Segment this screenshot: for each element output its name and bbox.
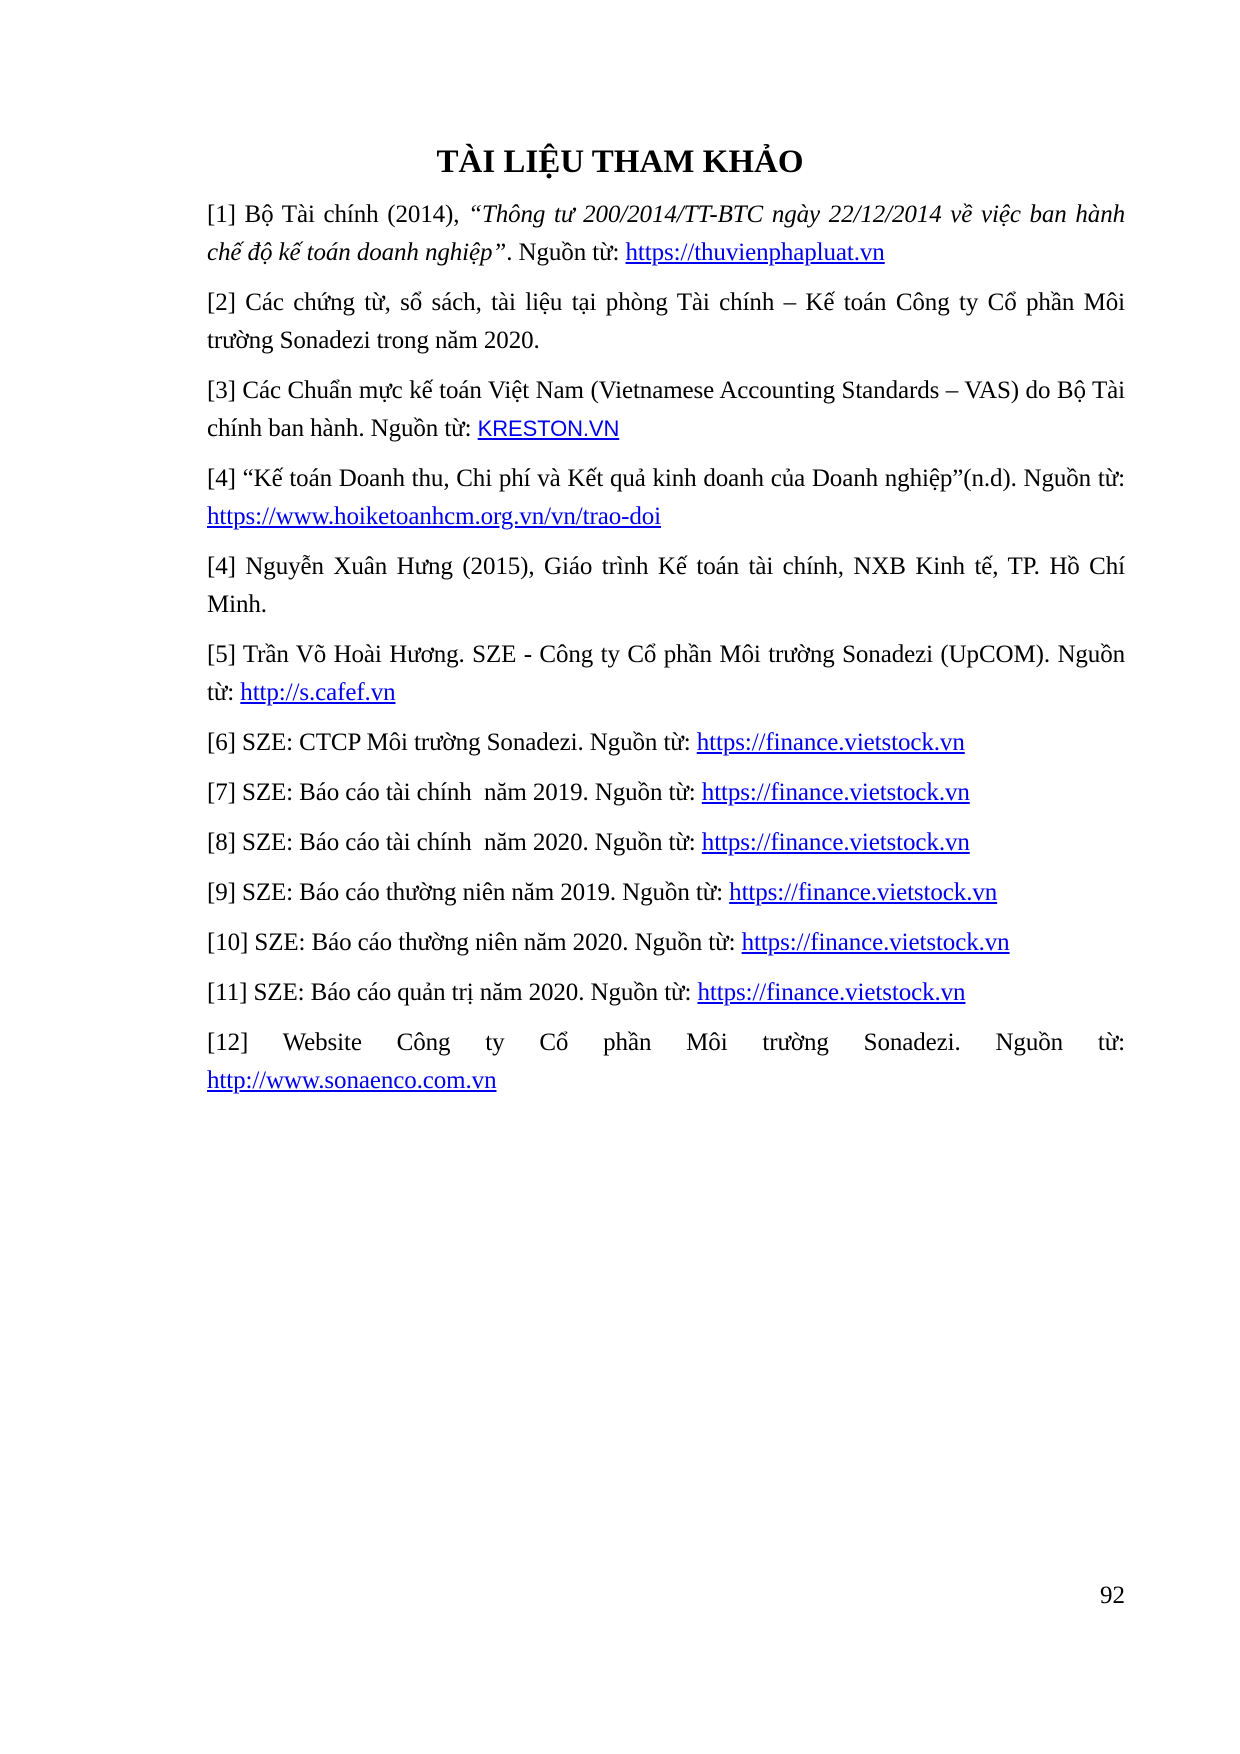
reference-item-10 — [207, 924, 1125, 962]
reference-item-8 — [207, 824, 1125, 862]
reference-number: [8] — [207, 829, 236, 856]
reference-number: [5] — [207, 641, 236, 668]
reference-item-9 — [207, 874, 1125, 912]
reference-text: SZE: Báo cáo thường niên năm 2020. Nguồn từ: — [248, 929, 742, 956]
reference-text: Bộ Tài chính (2014), — [235, 201, 469, 228]
reference-item-6 — [207, 724, 1125, 762]
page-title: TÀI LIỆU THAM KHẢO — [436, 144, 804, 180]
reference-number: [10] — [207, 929, 249, 956]
reference-link[interactable]: https://finance.vietstock.vn — [697, 979, 966, 1006]
reference-title-italic: “Thông tư 200/2014/TT-BTC ngày 22/12/2014 về việc ban hành chế độ kế toán doanh nghiệp” — [207, 201, 1126, 266]
reference-link[interactable]: https://finance.vietstock.vn — [741, 929, 1010, 956]
reference-list — [207, 196, 1125, 1112]
reference-item-11 — [207, 974, 1125, 1012]
reference-number: [3] — [207, 377, 236, 404]
reference-link[interactable]: https://finance.vietstock.vn — [701, 829, 970, 856]
reference-item-2 — [207, 284, 1125, 360]
reference-item-12 — [207, 1024, 1125, 1100]
reference-text: SZE: Báo cáo tài chính năm 2019. Nguồn từ: — [235, 779, 702, 806]
reference-link[interactable]: https://thuvienphapluat.vn — [625, 239, 885, 266]
reference-text: Các chứng từ, sổ sách, tài liệu tại phòng Tài chính – Kế toán Công ty Cổ phần Môi trường Sonadezi trong năm 2020. — [207, 289, 1125, 354]
reference-number: [12] — [207, 1029, 249, 1056]
reference-text: SZE: CTCP Môi trường Sonadezi. Nguồn từ: — [235, 729, 697, 756]
reference-text: Website Công ty Cổ phần Môi trường Sonadezi. Nguồn từ: — [248, 1029, 1125, 1056]
reference-number: [2] — [207, 289, 236, 316]
reference-link[interactable]: https://finance.vietstock.vn — [701, 779, 970, 806]
reference-text: Nguyễn Xuân Hưng (2015), Giáo trình Kế toán tài chính, NXB Kinh tế, TP. Hồ Chí Minh. — [207, 553, 1125, 618]
reference-link[interactable]: https://finance.vietstock.vn — [729, 879, 998, 906]
reference-text: SZE: Báo cáo thường niên năm 2019. Nguồn từ: — [235, 879, 730, 906]
reference-number: [4] — [207, 553, 236, 580]
reference-number: [9] — [207, 879, 236, 906]
reference-number: [6] — [207, 729, 236, 756]
reference-link[interactable]: http://s.cafef.vn — [240, 679, 396, 706]
reference-item-7 — [207, 774, 1125, 812]
reference-text: Các Chuẩn mực kế toán Việt Nam (Vietnamese Accounting Standards – VAS) do Bộ Tài chính ban hành. Nguồn từ: — [207, 377, 1125, 442]
page-number: 92 — [1100, 1582, 1125, 1609]
reference-source-label: . Nguồn từ: — [506, 239, 626, 266]
reference-link[interactable]: https://finance.vietstock.vn — [696, 729, 965, 756]
reference-item-4 — [207, 460, 1125, 536]
reference-item-1 — [207, 196, 1125, 272]
reference-number: [7] — [207, 779, 236, 806]
reference-link[interactable]: https://www.hoiketoanhcm.org.vn/vn/trao-doi — [207, 503, 661, 530]
reference-text: SZE: Báo cáo quản trị năm 2020. Nguồn từ: — [247, 979, 698, 1006]
reference-item-3 — [207, 372, 1125, 448]
reference-text: SZE: Báo cáo tài chính năm 2020. Nguồn từ: — [235, 829, 702, 856]
reference-number: [4] — [207, 465, 236, 492]
reference-item-4b — [207, 548, 1125, 624]
reference-number: [1] — [207, 201, 236, 228]
reference-text: Trần Võ Hoài Hương. SZE - Công ty Cổ phần Môi trường Sonadezi (UpCOM). Nguồn từ: — [207, 641, 1125, 706]
reference-item-5 — [207, 636, 1125, 712]
reference-link[interactable]: http://www.sonaenco.com.vn — [207, 1067, 497, 1094]
reference-link[interactable]: KRESTON.VN — [477, 416, 620, 441]
reference-number: [11] — [207, 979, 248, 1006]
reference-text: “Kế toán Doanh thu, Chi phí và Kết quả kinh doanh của Doanh nghiệp”(n.d). Nguồn từ: — [235, 465, 1125, 492]
